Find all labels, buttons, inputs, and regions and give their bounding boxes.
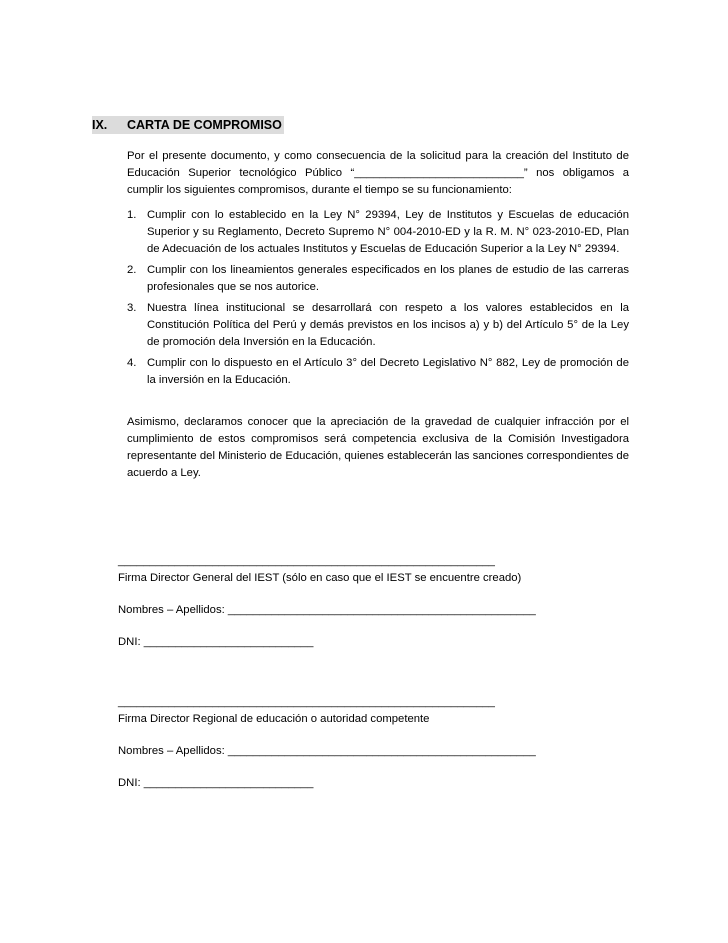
dni-field-director-general: DNI: ___________________________ [118, 636, 314, 648]
list-item [127, 355, 629, 389]
list-item [127, 300, 629, 351]
signature-line-director-regional: ____________________________________________________________ [118, 696, 495, 708]
section-heading [92, 116, 284, 134]
intro-paragraph: Por el presente documento, y como consecuencia de la solicitud para la creación del Instituto de Educación Superior tecnológico Público “___________________________” nos obligamos a cumplir los siguientes compromisos, durante el tiempo se su funcionamiento: [127, 150, 629, 196]
signature-line-director-general: ____________________________________________________________ [118, 555, 495, 567]
dni-field-director-regional: DNI: ___________________________ [118, 777, 314, 789]
list-item-text: Cumplir con los lineamientos generales especificados en los planes de estudio de las carreras profesionales que se nos autorice. [147, 264, 629, 293]
commitments-list [127, 207, 629, 393]
names-field-director-general: Nombres – Apellidos: _________________________________________________ [118, 604, 536, 616]
names-field-director-regional: Nombres – Apellidos: _________________________________________________ [118, 745, 536, 757]
section-number: IX. [92, 118, 108, 132]
list-item [127, 207, 629, 258]
list-item-text: Cumplir con lo dispuesto en el Artículo 3° del Decreto Legislativo N° 882, Ley de promoción de la inversión en la Educación. [147, 357, 629, 386]
list-item-number: 2. [127, 264, 137, 276]
list-item-number: 1. [127, 209, 137, 221]
signature-caption-director-general: Firma Director General del IEST (sólo en caso que el IEST se encuentre creado) [118, 572, 522, 584]
list-item-text: Nuestra línea institucional se desarrollará con respeto a los valores establecidos en la Constitución Política del Perú y demás previstos en los incisos a) y b) del Artículo 5° de la Ley de promoción dela Inversión en la Educación. [147, 302, 629, 348]
closing-paragraph: Asimismo, declaramos conocer que la apreciación de la gravedad de cualquier infracción por el cumplimiento de estos compromisos será competencia exclusiva de la Comisión Investigadora representante del Ministerio de Educación, quienes establecerán las sanciones correspondientes de acuerdo a Ley. [127, 416, 629, 479]
list-item-number: 4. [127, 357, 137, 369]
section-title: CARTA DE COMPROMISO [127, 118, 282, 132]
list-item [127, 262, 629, 296]
list-item-number: 3. [127, 302, 137, 314]
signature-caption-director-regional: Firma Director Regional de educación o autoridad competente [118, 713, 430, 725]
list-item-text: Cumplir con lo establecido en la Ley N° 29394, Ley de Institutos y Escuelas de educación Superior y su Reglamento, Decreto Supremo N° 004-2010-ED y la R. M. N° 023-2010-ED, Plan de Adecuación de los actuales Institutos y Escuelas de Educación Superior a la Ley N° 29394. [147, 209, 629, 255]
